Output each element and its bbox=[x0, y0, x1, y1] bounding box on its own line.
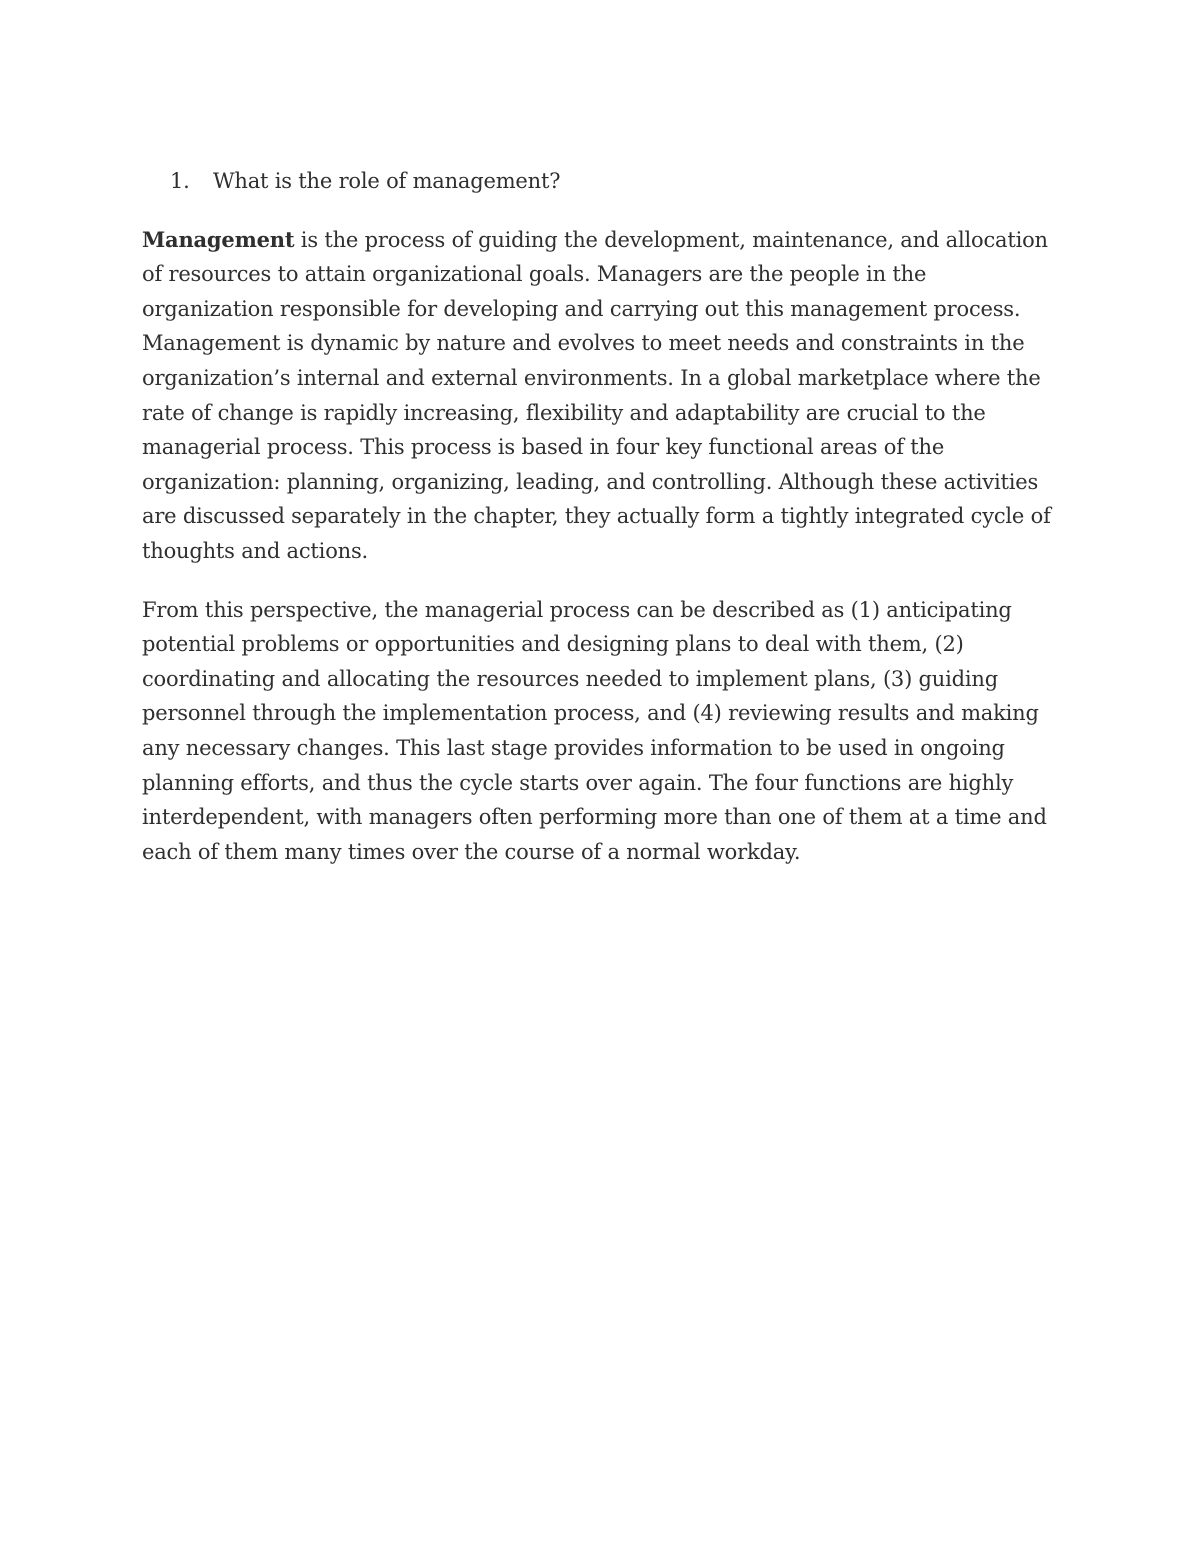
document-body bbox=[142, 164, 1062, 893]
bold-term-management: Management bbox=[142, 226, 295, 252]
paragraph-1-text: is the process of guiding the development, maintenance, and allocation of resources to attain organizational goals. Managers are the people in the organization responsible for developing and carrying out this management process. Management is dynamic by nature and evolves to meet needs and constraints in the organization’s internal and external environments. In a global marketplace where the rate of change is rapidly increasing, flexibility and adaptability are crucial to the managerial process. This process is based in four key functional areas of the organization: planning, organizing, leading, and controlling. Although these activities are discussed separately in the chapter, they actually form a tightly integrated cycle of thoughts and actions. bbox=[142, 227, 1051, 563]
question-text: What is the role of management? bbox=[213, 169, 561, 193]
question-number-cell bbox=[142, 164, 210, 199]
paragraph-2-text: From this perspective, the managerial process can be described as (1) anticipating potential problems or opportunities and designing plans to deal with them, (2) coordinating and allocating the resources needed to implement plans, (3) guiding personnel through the implementation process, and (4) reviewing results and making any necessary changes. This last stage provides information to be used in ongoing planning efforts, and thus the cycle starts over again. The four functions are highly interdependent, with managers often performing more than one of them at a time and each of them many times over the course of a normal workday. bbox=[142, 597, 1047, 864]
numbered-question bbox=[142, 164, 1062, 199]
paragraph-managerial-process bbox=[142, 593, 1062, 870]
question-number: 1. bbox=[170, 169, 190, 193]
paragraph-management-definition bbox=[142, 223, 1062, 569]
